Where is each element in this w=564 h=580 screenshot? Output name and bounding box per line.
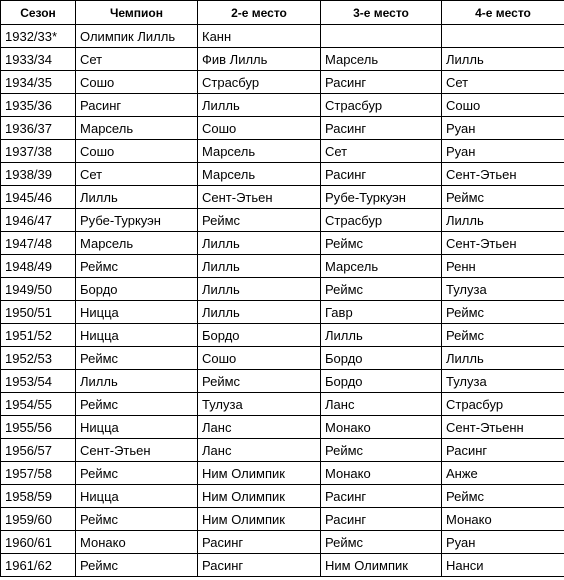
cell-third-place: Реймс (321, 278, 442, 301)
cell-third-place: Бордо (321, 347, 442, 370)
table-row (1, 416, 564, 439)
header-row (1, 1, 564, 25)
cell-fourth-place: Анже (442, 462, 564, 485)
cell-champion: Сет (76, 163, 198, 186)
cell-second-place: Ним Олимпик (198, 508, 321, 531)
cell-season: 1948/49 (1, 255, 76, 278)
table-row (1, 255, 564, 278)
cell-second-place: Лилль (198, 255, 321, 278)
cell-fourth-place: Расинг (442, 439, 564, 462)
cell-second-place: Фив Лилль (198, 48, 321, 71)
cell-second-place: Страсбур (198, 71, 321, 94)
cell-champion: Расинг (76, 94, 198, 117)
cell-second-place: Лилль (198, 232, 321, 255)
table-row (1, 232, 564, 255)
cell-third-place: Сет (321, 140, 442, 163)
cell-third-place: Расинг (321, 508, 442, 531)
cell-third-place: Бордо (321, 370, 442, 393)
cell-champion: Сент-Этьен (76, 439, 198, 462)
cell-fourth-place: Сент-Этьен (442, 232, 564, 255)
cell-second-place: Тулуза (198, 393, 321, 416)
cell-fourth-place: Лилль (442, 48, 564, 71)
cell-season: 1953/54 (1, 370, 76, 393)
table-row (1, 393, 564, 416)
cell-second-place: Ланс (198, 439, 321, 462)
table-row (1, 301, 564, 324)
cell-season: 1932/33* (1, 25, 76, 48)
cell-season: 1957/58 (1, 462, 76, 485)
cell-third-place: Расинг (321, 117, 442, 140)
table-body (1, 25, 564, 577)
cell-season: 1935/36 (1, 94, 76, 117)
cell-second-place: Реймс (198, 209, 321, 232)
cell-fourth-place: Ренн (442, 255, 564, 278)
table-row (1, 462, 564, 485)
cell-champion: Монако (76, 531, 198, 554)
cell-fourth-place: Тулуза (442, 370, 564, 393)
cell-champion: Сошо (76, 140, 198, 163)
cell-second-place: Реймс (198, 370, 321, 393)
cell-season: 1959/60 (1, 508, 76, 531)
cell-third-place: Страсбур (321, 94, 442, 117)
cell-champion: Лилль (76, 370, 198, 393)
cell-champion: Ницца (76, 301, 198, 324)
cell-third-place: Рубе-Туркуэн (321, 186, 442, 209)
cell-fourth-place: Сент-Этьен (442, 163, 564, 186)
cell-second-place: Ним Олимпик (198, 462, 321, 485)
cell-fourth-place: Реймс (442, 301, 564, 324)
cell-third-place: Лилль (321, 324, 442, 347)
cell-fourth-place: Сет (442, 71, 564, 94)
cell-fourth-place: Сент-Этьенн (442, 416, 564, 439)
cell-third-place: Расинг (321, 163, 442, 186)
table-row (1, 117, 564, 140)
cell-second-place: Сошо (198, 347, 321, 370)
cell-season: 1961/62 (1, 554, 76, 577)
cell-second-place: Канн (198, 25, 321, 48)
cell-season: 1955/56 (1, 416, 76, 439)
header-fourth-place: 4-е место (442, 1, 564, 25)
table-row (1, 25, 564, 48)
cell-third-place: Марсель (321, 48, 442, 71)
cell-third-place: Страсбур (321, 209, 442, 232)
cell-second-place: Сент-Этьен (198, 186, 321, 209)
cell-third-place: Реймс (321, 439, 442, 462)
cell-third-place: Ним Олимпик (321, 554, 442, 577)
cell-fourth-place: Монако (442, 508, 564, 531)
cell-second-place: Марсель (198, 163, 321, 186)
cell-third-place: Марсель (321, 255, 442, 278)
cell-season: 1952/53 (1, 347, 76, 370)
cell-fourth-place: Лилль (442, 347, 564, 370)
cell-champion: Реймс (76, 508, 198, 531)
table-row (1, 140, 564, 163)
cell-season: 1960/61 (1, 531, 76, 554)
cell-fourth-place: Нанси (442, 554, 564, 577)
table-row (1, 48, 564, 71)
table-row (1, 370, 564, 393)
cell-season: 1954/55 (1, 393, 76, 416)
cell-second-place: Расинг (198, 554, 321, 577)
cell-third-place (321, 25, 442, 48)
cell-season: 1949/50 (1, 278, 76, 301)
cell-champion: Рубе-Туркуэн (76, 209, 198, 232)
cell-champion: Реймс (76, 462, 198, 485)
table-row (1, 439, 564, 462)
header-third-place: 3-е место (321, 1, 442, 25)
cell-fourth-place: Реймс (442, 324, 564, 347)
cell-fourth-place: Руан (442, 140, 564, 163)
cell-season: 1937/38 (1, 140, 76, 163)
cell-champion: Ницца (76, 324, 198, 347)
cell-second-place: Лилль (198, 301, 321, 324)
table-row (1, 71, 564, 94)
cell-champion: Сошо (76, 71, 198, 94)
cell-season: 1934/35 (1, 71, 76, 94)
header-season: Сезон (1, 1, 76, 25)
table-row (1, 186, 564, 209)
cell-fourth-place: Тулуза (442, 278, 564, 301)
table-row (1, 209, 564, 232)
cell-third-place: Расинг (321, 71, 442, 94)
cell-second-place: Лилль (198, 94, 321, 117)
cell-second-place: Ним Олимпик (198, 485, 321, 508)
cell-champion: Марсель (76, 117, 198, 140)
cell-season: 1951/52 (1, 324, 76, 347)
table-row (1, 163, 564, 186)
cell-champion: Ницца (76, 416, 198, 439)
cell-champion: Бордо (76, 278, 198, 301)
cell-fourth-place: Сошо (442, 94, 564, 117)
cell-champion: Лилль (76, 186, 198, 209)
cell-season: 1945/46 (1, 186, 76, 209)
cell-second-place: Бордо (198, 324, 321, 347)
cell-season: 1933/34 (1, 48, 76, 71)
cell-season: 1947/48 (1, 232, 76, 255)
cell-second-place: Ланс (198, 416, 321, 439)
cell-fourth-place: Страсбур (442, 393, 564, 416)
table-row (1, 554, 564, 577)
cell-season: 1946/47 (1, 209, 76, 232)
header-champion: Чемпион (76, 1, 198, 25)
table-row (1, 94, 564, 117)
cell-champion: Марсель (76, 232, 198, 255)
cell-champion: Реймс (76, 393, 198, 416)
table-row (1, 347, 564, 370)
cell-champion: Олимпик Лилль (76, 25, 198, 48)
table-row (1, 485, 564, 508)
cell-third-place: Расинг (321, 485, 442, 508)
cell-champion: Реймс (76, 554, 198, 577)
cell-season: 1936/37 (1, 117, 76, 140)
cell-third-place: Гавр (321, 301, 442, 324)
cell-second-place: Лилль (198, 278, 321, 301)
cell-third-place: Монако (321, 416, 442, 439)
cell-second-place: Марсель (198, 140, 321, 163)
cell-fourth-place: Руан (442, 531, 564, 554)
table-row (1, 278, 564, 301)
cell-season: 1958/59 (1, 485, 76, 508)
cell-second-place: Расинг (198, 531, 321, 554)
cell-season: 1950/51 (1, 301, 76, 324)
table-row (1, 531, 564, 554)
table-row (1, 508, 564, 531)
cell-third-place: Реймс (321, 232, 442, 255)
cell-third-place: Ланс (321, 393, 442, 416)
cell-champion: Реймс (76, 347, 198, 370)
table-row (1, 324, 564, 347)
cell-champion: Реймс (76, 255, 198, 278)
cell-fourth-place: Руан (442, 117, 564, 140)
header-second-place: 2-е место (198, 1, 321, 25)
cell-season: 1956/57 (1, 439, 76, 462)
cell-champion: Сет (76, 48, 198, 71)
cell-fourth-place: Лилль (442, 209, 564, 232)
cell-second-place: Сошо (198, 117, 321, 140)
cell-third-place: Реймс (321, 531, 442, 554)
cell-fourth-place: Реймс (442, 485, 564, 508)
cell-third-place: Монако (321, 462, 442, 485)
cell-fourth-place (442, 25, 564, 48)
cell-fourth-place: Реймс (442, 186, 564, 209)
cell-champion: Ницца (76, 485, 198, 508)
cell-season: 1938/39 (1, 163, 76, 186)
